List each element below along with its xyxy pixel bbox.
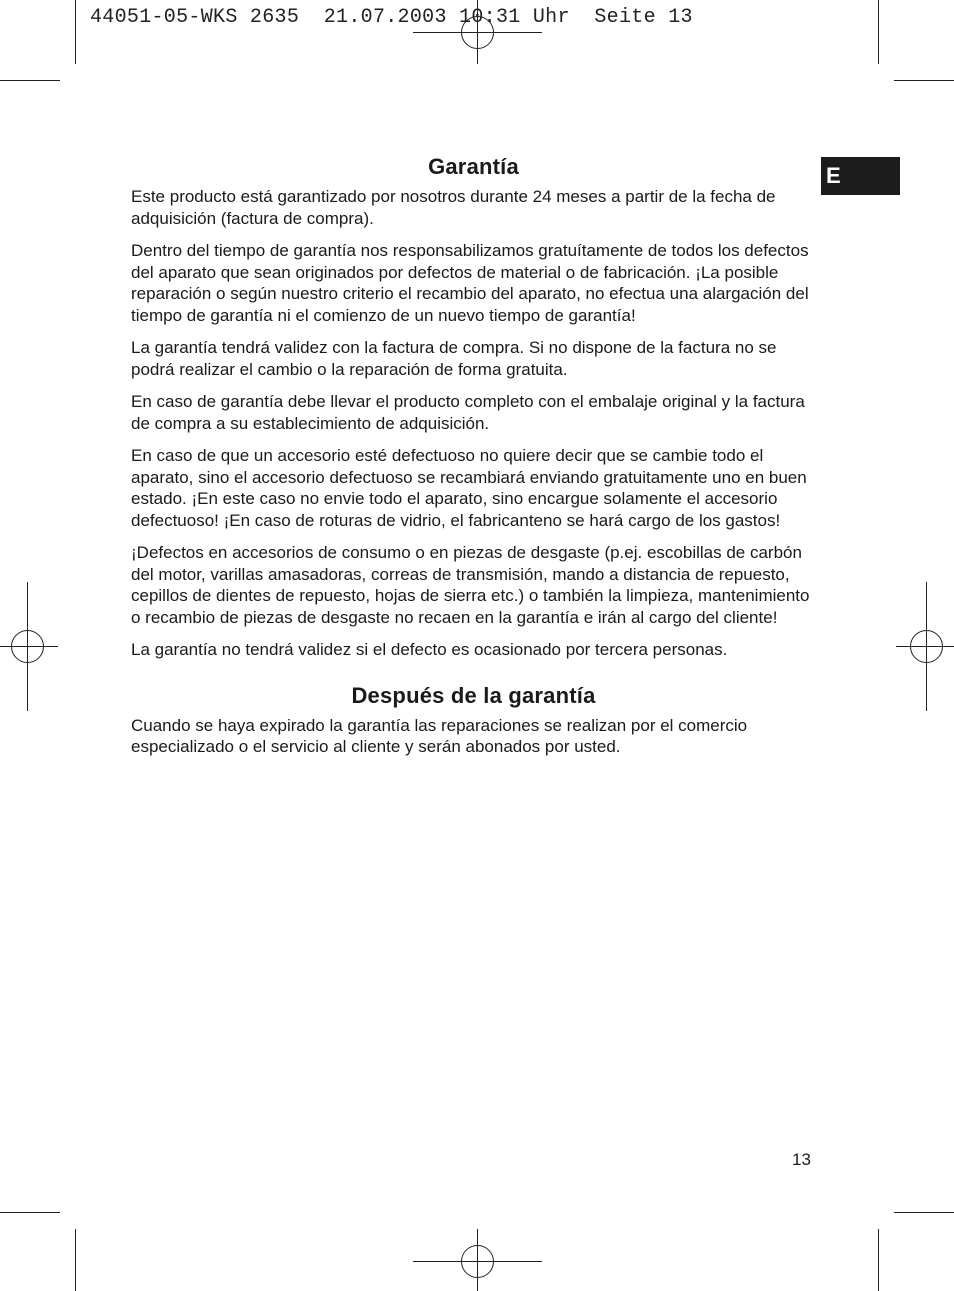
paragraph: La garantía no tendrá validez si el defecto es ocasionado por tercera personas. xyxy=(131,640,728,659)
registration-mark-right xyxy=(896,582,954,711)
registration-mark-top xyxy=(413,0,542,64)
print-header: 44051-05-WKS 2635 21.07.2003 10:31 Uhr Seite 13 xyxy=(90,6,693,29)
paragraph: Cuando se haya expirado la garantía las reparaciones se realizan por el comercio especializado o el servicio al cliente y serán abonados por usted. xyxy=(131,715,748,756)
section-title-despues-de-la-garantia: Después de la garantía xyxy=(351,682,596,708)
language-tab: E xyxy=(821,157,900,195)
paragraph: En caso de garantía debe llevar el producto completo con el embalaje original y la factura de compra a su establecimiento de adquisición. xyxy=(131,392,805,433)
paragraph: Dentro del tiempo de garantía nos responsabilizamos gratuítamente de todos los defectos del aparato que sean originados por defectos de material o de fabricación. ¡La posible reparación o según nuestro criterio el recambio del aparato, no efectua una alargación del tiempo de garantía ni el comienzo de un nuevo tiempo de garantía! xyxy=(131,241,809,325)
paragraph: En caso de que un accesorio esté defectuoso no quiere decir que se cambie todo el aparato, sino el accesorio defectuoso se recambiará enviando gratuitamente uno en buen estado. ¡En este caso no envie todo el aparato, sino encargue solamente el accesorio defectuoso! ¡En caso de roturas de vidrio, el fabricanteno se hará cargo de los gastos! xyxy=(131,446,807,530)
paragraph: La garantía tendrá validez con la factura de compra. Si no dispone de la factura no se podrá realizar el cambio o la reparación de forma gratuita. xyxy=(131,338,777,379)
paragraph: ¡Defectos en accesorios de consumo o en piezas de desgaste (p.ej. escobillas de carbón del motor, varillas amasadoras, correas de transmisión, mando a distancia de repuesto, cepillos de dientes de repuesto, hojas de sierra etc.) o también la limpieza, mantenimiento o recambio de piezas de desgaste no recaen en la garantía e irán al cargo del cliente! xyxy=(131,543,810,627)
page-number: 13 xyxy=(792,1150,811,1169)
section-title-garantia: Garantía xyxy=(428,154,519,179)
paragraph: Este producto está garantizado por nosotros durante 24 meses a partir de la fecha de adquisición (factura de compra). xyxy=(131,187,776,228)
registration-mark-left xyxy=(0,582,58,711)
page-content xyxy=(131,154,816,769)
registration-mark-bottom xyxy=(413,1229,542,1291)
